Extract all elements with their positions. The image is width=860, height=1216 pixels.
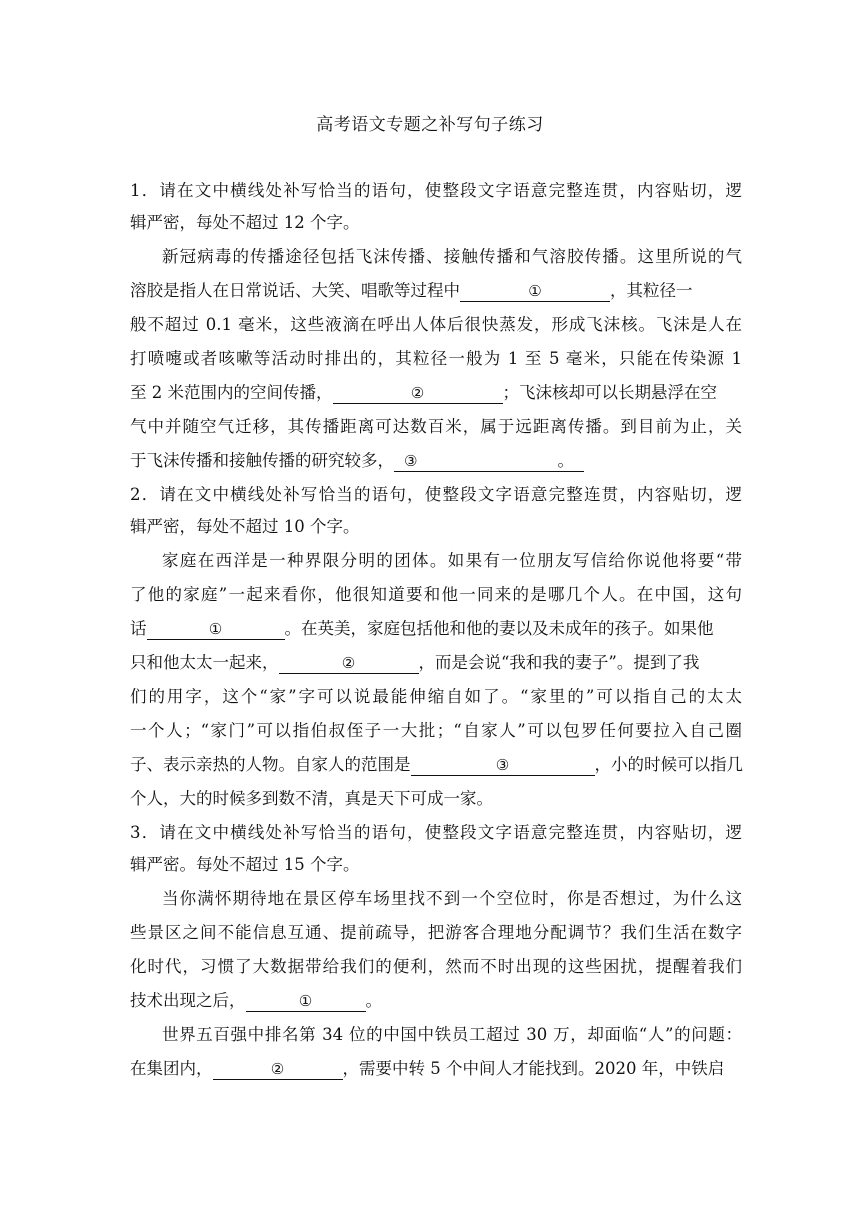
q3-passage2-line-1: 世界五百强中排名第 34 位的中国中铁员工超过 30 万，却面临“人”的问题： [162, 1025, 742, 1044]
q1-blank-2[interactable] [333, 383, 503, 404]
q3-instruction-line-1: 3．请在文中横线处补写恰当的语句，使整段文字语意完整连贯，内容贴切，逻 [130, 823, 742, 842]
q2-text: 只和他太太一起来， [130, 653, 279, 672]
q3-instruction-line-2: 辑严密。每处不超过 15 个字。 [130, 855, 360, 874]
q2-passage-line-2: 了他的家庭”一起来看你，他很知道要和他一同来的是哪几个人。在中国，这句 [130, 585, 742, 604]
q2-text: ，而是会说“我和我的妻子”。提到了我 [418, 653, 700, 672]
q1-text: ；飞沫核却可以长期悬浮在空 [502, 383, 717, 402]
q1-passage-line-3: 般不超过 0.1 毫米，这些液滴在呼出人体后很快蒸发，形成飞沫核。飞沫是人在 [130, 315, 742, 334]
q1-blank-3[interactable] [394, 451, 584, 472]
q2-passage-line-5: 们的用字，这个“家”字可以说最能伸缩自如了。“家里的”可以指自己的太太 [130, 687, 742, 706]
q3-passage-line-4 [130, 990, 742, 1012]
q2-text: 。在英美，家庭包括他和他的妻以及未成年的孩子。如果他 [284, 619, 714, 638]
q3-blank-2[interactable] [213, 1059, 343, 1080]
q2-passage-line-4 [130, 652, 742, 674]
q3-text: ，需要中转 5 个中间人才能找到。2020 年，中铁启 [342, 1059, 725, 1078]
blank-number: ① [208, 620, 223, 638]
q2-passage-line-8: 个人，大的时候多到数不清，真是天下可成一家。 [130, 789, 493, 808]
q2-blank-3[interactable] [411, 755, 595, 776]
blank-tail: 。 [557, 451, 574, 470]
q2-blank-2[interactable] [279, 653, 419, 674]
q2-instruction-line-1: 2．请在文中横线处补写恰当的语句，使整段文字语意完整连贯，内容贴切，逻 [130, 485, 742, 504]
q1-instruction-line-2: 辑严密，每处不超过 12 个字。 [130, 213, 360, 232]
q2-text: 话 [130, 619, 147, 638]
q1-passage-line-2 [130, 280, 742, 302]
blank-number: ② [410, 384, 425, 402]
q3-passage-line-3: 化时代，习惯了大数据带给我们的便利，然而不时出现的这些困扰，提醒着我们 [130, 957, 742, 976]
q1-text: 至 2 米范围内的空间传播， [130, 383, 333, 402]
blank-number: ② [341, 654, 356, 672]
q2-text: 子、表示亲热的人物。自家人的范围是 [130, 755, 411, 774]
q1-blank-1[interactable] [460, 281, 610, 302]
q3-passage-line-2: 些景区之间不能信息互通、提前疏导，把游客合理地分配调节？我们生活在数字 [130, 923, 742, 942]
q1-passage-line-7 [130, 450, 742, 472]
q1-passage-line-5 [130, 382, 742, 404]
q3-text: 在集团内， [130, 1059, 213, 1078]
q3-text: 。 [365, 991, 382, 1010]
q2-passage-line-7 [130, 754, 742, 776]
q2-passage-line-3 [130, 618, 742, 640]
q2-blank-1[interactable] [147, 619, 285, 640]
blank-number: ③ [495, 756, 510, 774]
q3-passage-line-1: 当你满怀期待地在景区停车场里找不到一个空位时，你是否想过，为什么这 [162, 889, 742, 908]
q3-blank-1[interactable] [246, 991, 366, 1012]
q1-text: 于飞沫传播和接触传播的研究较多， [130, 451, 394, 470]
q1-instruction-line-1: 1．请在文中横线处补写恰当的语句，使整段文字语意完整连贯，内容贴切，逻 [130, 181, 742, 200]
q3-passage2-line-2 [130, 1058, 742, 1080]
q1-passage-line-1: 新冠病毒的传播途径包括飞沫传播、接触传播和气溶胶传播。这里所说的气 [162, 247, 742, 266]
q1-text: ，其粒径一 [610, 281, 693, 300]
q3-text: 技术出现之后， [130, 991, 246, 1010]
q1-passage-line-6: 气中并随空气迁移，其传播距离可达数百米，属于远距离传播。到目前为止，关 [130, 417, 742, 436]
q2-passage-line-6: 一个人；“家门”可以指伯叔侄子一大批；“自家人”可以包罗任何要拉入自己圈 [130, 721, 742, 740]
page-title: 高考语文专题之补写句子练习 [316, 115, 544, 135]
blank-number: ② [270, 1060, 285, 1078]
blank-number: ① [528, 282, 542, 300]
blank-number: ③ [404, 452, 418, 470]
blank-number: ① [298, 992, 313, 1010]
q1-passage-line-4: 打喷嚏或者咳嗽等活动时排出的，其粒径一般为 1 至 5 毫米，只能在传染源 1 [130, 349, 742, 368]
q1-text: 溶胶是指人在日常说话、大笑、唱歌等过程中 [130, 281, 460, 300]
q2-passage-line-1: 家庭在西洋是一种界限分明的团体。如果有一位朋友写信给你说他将要“带 [162, 551, 742, 570]
q2-instruction-line-2: 辑严密，每处不超过 10 个字。 [130, 517, 360, 536]
q2-text: ，小的时候可以指几 [594, 755, 743, 774]
